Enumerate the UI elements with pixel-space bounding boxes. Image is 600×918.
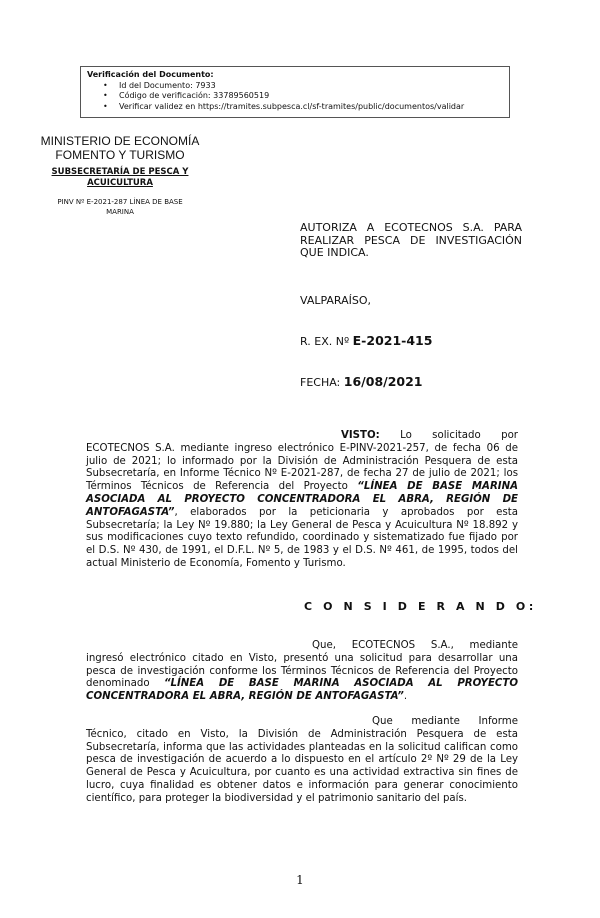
pinv-line: PINV Nº E-2021-287 LÍNEA DE BASE xyxy=(57,198,183,206)
visto-label: VISTO: xyxy=(341,430,380,441)
considerando-text: . xyxy=(403,691,408,703)
considerando-heading: C O N S I D E R A N D O: xyxy=(304,600,537,613)
bullet-icon: • xyxy=(103,80,108,90)
page-number: 1 xyxy=(296,873,304,887)
considerando-text: Que, ECOTECNOS S.A., mediante ingresó electrónico citado en Visto, presentó una solicitud para desarrollar una pesca de investigación conforme los Términos Técnicos de Referencia del Proyecto denominado xyxy=(86,640,518,690)
resolution-number-value: E-2021-415 xyxy=(352,333,433,348)
resolution-date-label: FECHA: xyxy=(300,376,341,389)
ministry-name xyxy=(30,134,210,162)
list-item xyxy=(103,101,503,113)
resolution-place: VALPARAÍSO, xyxy=(300,294,372,307)
resolution-date-value: 16/08/2021 xyxy=(343,374,423,389)
ministry-line: MINISTERIO DE ECONOMÍA xyxy=(40,134,200,148)
document-id: Id del Documento: 7933 xyxy=(119,80,216,90)
considerando-paragraph-1 xyxy=(86,640,518,704)
verification-list xyxy=(87,81,503,113)
bullet-icon: • xyxy=(103,101,108,111)
list-item xyxy=(103,91,503,102)
resolution-number xyxy=(300,333,432,348)
considerando-project-name: “LÍNEA DE BASE MARINA ASOCIADA AL PROYECTO CONCENTRADORA EL ABRA, REGIÓN DE ANTOFAGASTA” xyxy=(86,678,518,703)
visto-text: , elaborados por la peticionaria y aprobados por esta Subsecretaría; la Ley Nº 19.880; la Ley General de Pesca y Acuicultura Nº 18.892 y sus modificaciones cuyo texto refundido, coordinado y sistematizado fue fijado por el D.S. Nº 430, de 1991, el D.F.L. Nº 5, de 1983 y el D.S. Nº 461, de 1995, todos del actual Ministerio de Economía, Fomento y Turismo. xyxy=(86,506,518,569)
subsecretaria-line: ACUICULTURA xyxy=(87,178,153,188)
visto-text: Lo solicitado por ECOTECNOS S.A. mediante ingreso electrónico E-PINV-2021-257, de fecha 06 de julio de 2021; lo informado por la División de Administración Pesquera de esta Subsecretaría, en Informe Técnico Nº E-2021-287, de fecha 27 de julio de 2021; los Términos Técnicos de Referencia del Proyecto xyxy=(86,430,518,493)
pinv-line: MARINA xyxy=(106,208,134,216)
subsecretaria-line: SUBSECRETARÍA DE PESCA Y xyxy=(51,167,189,177)
list-item xyxy=(103,80,503,92)
resolution-number-label: R. EX. Nº xyxy=(300,335,350,348)
bullet-icon: • xyxy=(103,91,108,100)
resolution-date xyxy=(300,374,423,389)
verification-title: Verificación del Documento: xyxy=(87,70,214,79)
considerando-text: Que mediante Informe Técnico, citado en Visto, la División de Administración Pesquera de esta Subsecretaría, informa que las actividades planteadas en la solicitud califican como pesca de investigación de acuerdo a lo dispuesto en el artículo 2º Nº 29 de la Ley General de Pesca y Acuicultura, por cuanto es una actividad extractiva sin fines de lucro, cuya finalidad es obtener datos e información para generar conocimiento científico, para proteger la biodiversidad y el patrimonio sanitario del país. xyxy=(86,716,518,804)
subsecretaria-name xyxy=(30,167,210,189)
visto-paragraph xyxy=(86,430,518,571)
pinv-reference xyxy=(30,197,210,217)
verification-code: Código de verificación: 33789560519 xyxy=(119,91,270,100)
resolution-subject: AUTORIZA A ECOTECNOS S.A. PARA REALIZAR PESCA DE INVESTIGACIÓN QUE INDICA. xyxy=(300,221,522,259)
verification-url[interactable]: Verificar validez en https://tramites.subpesca.cl/sf-tramites/public/documentos/validar xyxy=(119,101,465,111)
considerando-paragraph-2 xyxy=(86,716,518,806)
visto-project-name: “LÍNEA DE BASE MARINA ASOCIADA AL PROYECTO CONCENTRADORA EL ABRA, REGIÓN DE ANTOFAGASTA” xyxy=(86,481,518,518)
ministry-line: FOMENTO Y TURISMO xyxy=(55,148,185,162)
verification-box xyxy=(80,66,510,118)
